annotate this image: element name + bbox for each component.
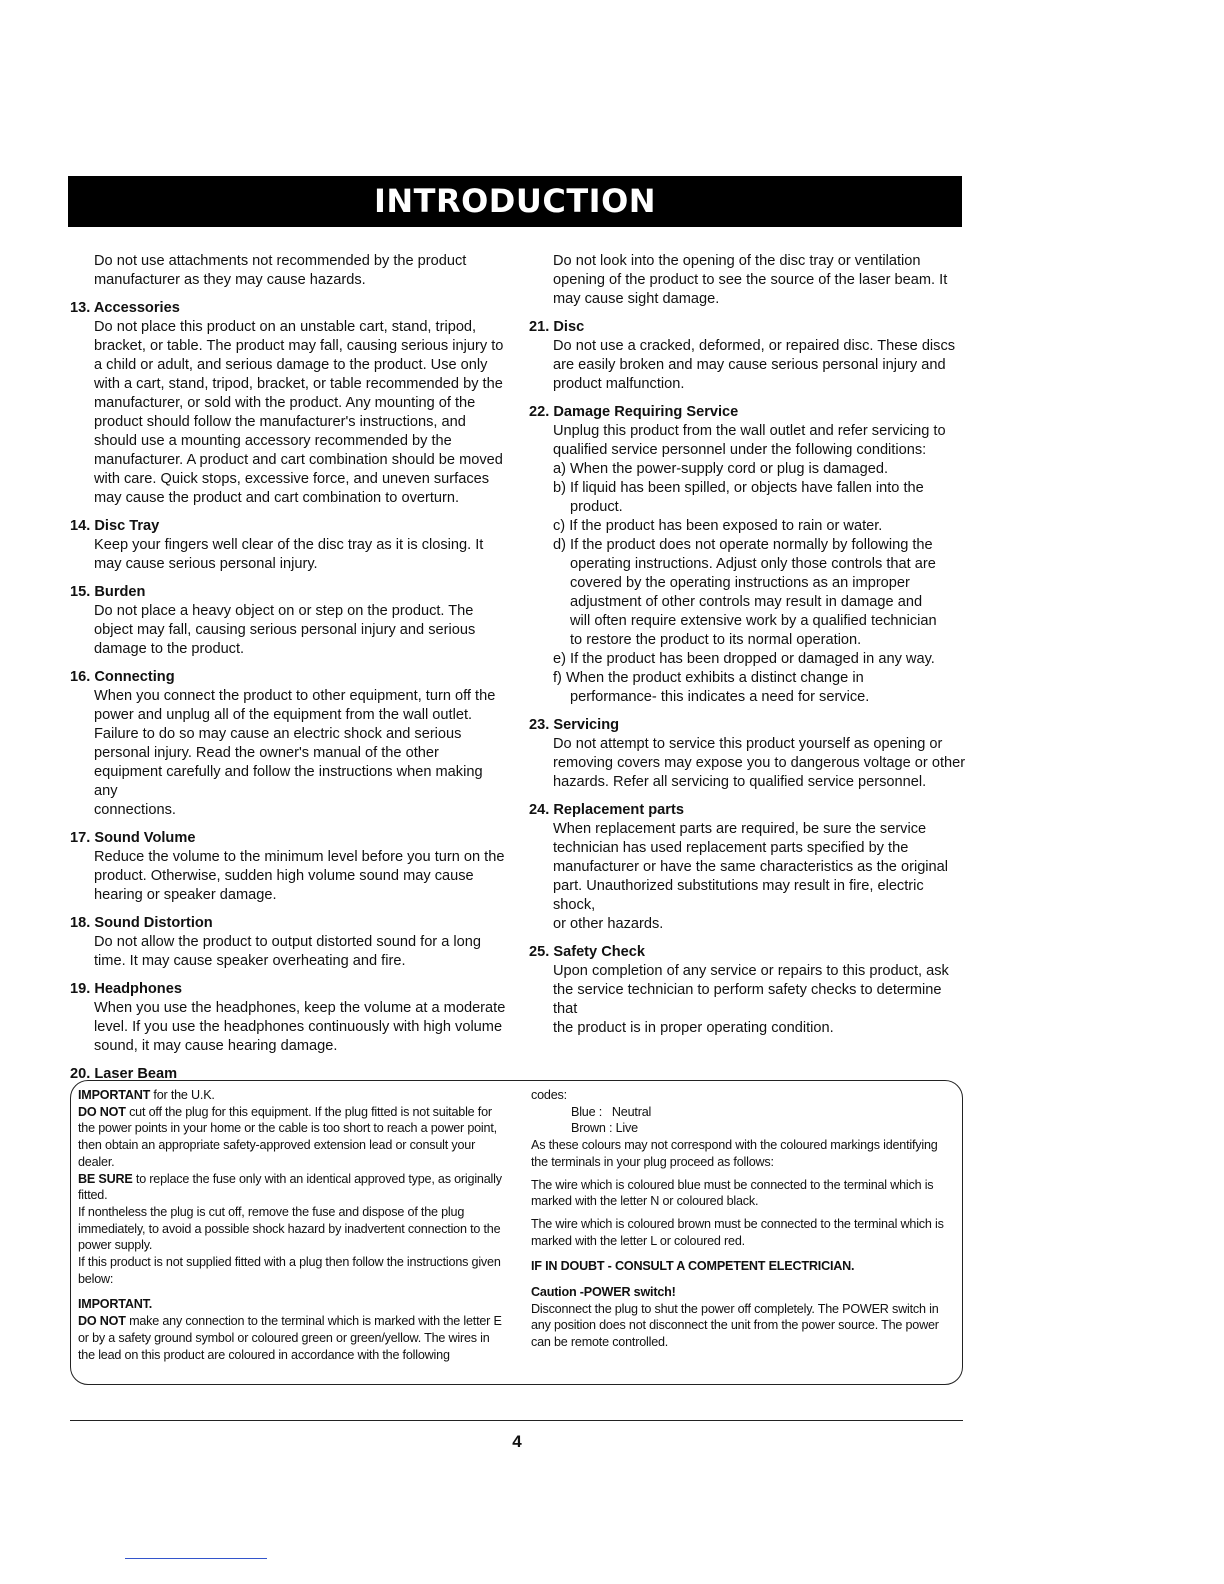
important-uk-line: IMPORTANT for the U.K. — [78, 1088, 215, 1102]
blue-code: Blue : Neutral — [571, 1104, 652, 1119]
do-not-cut-plug: DO NOT cut off the plug for this equipment. If the plug fitted is not suitable for the power points in your home or the cable is too short to reach a power point, then obtain an appropriate safety-approved extension lead or consult your dealer. — [78, 1104, 497, 1169]
section-body: When replacement parts are required, be sure the service technician has used replacement parts specified by the manufacturer or have the same characteristics as the original part. Unauthorized substitutions may result in fire, electric shock, or other hazards. — [553, 821, 949, 932]
section-heading: 13. Accessories — [70, 300, 180, 316]
important-heading: IMPORTANT. — [78, 1297, 153, 1312]
section-13 — [70, 299, 510, 508]
section-heading: 18. Sound Distortion — [70, 915, 213, 931]
section-16 — [70, 668, 510, 820]
section-24 — [529, 801, 969, 934]
caution-text: Disconnect the plug to shut the power off completely. The POWER switch in any position does not disconnect the unit from the power source. The power can be remote controlled. — [531, 1301, 939, 1350]
section-heading: 22. Damage Requiring Service — [529, 404, 739, 420]
colours-text: As these colours may not correspond with the coloured markings identifying the terminals in your plug proceed as follows: — [531, 1138, 938, 1169]
bottom-rule — [125, 1558, 267, 1559]
section-heading: 24. Replacement parts — [529, 802, 684, 818]
section-14 — [70, 517, 510, 574]
codes-label: codes: — [531, 1088, 567, 1102]
footer-rule — [70, 1420, 963, 1421]
list-item: b) If liquid has been spilled, or objects have fallen into the product. — [553, 480, 924, 515]
section-15 — [70, 583, 510, 659]
not-supplied-text: If this product is not supplied fitted with a plug then follow the instructions given below: — [78, 1255, 501, 1286]
left-column — [70, 252, 510, 1093]
section-body: Do not place a heavy object on or step on the product. The object may fall, causing serious personal injury and serious damage to the product. — [94, 603, 476, 657]
right-intro-text: Do not look into the opening of the disc tray or ventilation opening of the product to see the source of the laser beam. It may cause sight damage. — [553, 253, 948, 307]
list-item: e) If the product has been dropped or damaged in any way. — [553, 651, 935, 667]
section-body: Do not use a cracked, deformed, or repaired disc. These discs are easily broken and may cause serious personal injury and product malfunction. — [553, 338, 956, 392]
be-sure-fuse: BE SURE to replace the fuse only with an identical approved type, as originally fitted. — [78, 1171, 502, 1203]
section-body: When you use the headphones, keep the volume at a moderate level. If you use the headphones continuously with high volume sound, it may cause hearing damage. — [94, 1000, 506, 1054]
consult-electrician: IF IN DOUBT - CONSULT A COMPETENT ELECTRICIAN. — [531, 1259, 855, 1274]
page-title-banner — [68, 176, 962, 227]
ground-terminal-warning: DO NOT make any connection to the terminal which is marked with the letter E or by a safety ground symbol or coloured green or green/yellow. The wires in the lead on this product are coloured in accordance with the following — [78, 1314, 502, 1362]
list-item: c) If the product has been exposed to rain or water. — [553, 518, 883, 534]
blue-wire-text: The wire which is coloured blue must be connected to the terminal which is marked with the letter N or coloured black. — [531, 1177, 934, 1209]
section-body: Do not allow the product to output distorted sound for a long time. It may cause speaker overheating and fire. — [94, 934, 481, 969]
brown-code: Brown : Live — [571, 1121, 638, 1136]
section-25 — [529, 943, 969, 1038]
left-intro-text: Do not use attachments not recommended by the product manufacturer as they may cause hazards. — [94, 253, 467, 288]
uk-notice-left — [78, 1087, 508, 1363]
section-19 — [70, 980, 510, 1056]
section-heading: 20. Laser Beam — [70, 1066, 178, 1082]
section-22 — [529, 403, 969, 707]
section-heading: 17. Sound Volume — [70, 830, 196, 846]
section-heading: 15. Burden — [70, 584, 146, 600]
section-body: Upon completion of any service or repairs to this product, ask the service technician to perform safety checks to determine that the product is in proper operating condition. — [553, 963, 949, 1036]
section-17 — [70, 829, 510, 905]
section-body: Do not place this product on an unstable cart, stand, tripod, bracket, or table. The product may fall, causing serious injury to a child or adult, and serious damage to the product. Use only with a cart, stand, tripod, bracket, or table recommended by the manufacturer, or sold with the product. Any mounting of the product should follow the manufacturer's instructions, and should use a mounting accessory recommended by the manufacturer. A product and cart combination should be moved with care. Quick stops, excessive force, and uneven surfaces may cause the product and cart combination to overturn. — [94, 319, 504, 506]
section-heading: 19. Headphones — [70, 981, 182, 997]
caution-heading: Caution -POWER switch! — [531, 1285, 676, 1300]
plug-cut-off-text: If nontheless the plug is cut off, remove the fuse and dispose of the plug immediately, to avoid a possible shock hazard by inadvertent connection to the power supply. — [78, 1204, 501, 1253]
list-item: f) When the product exhibits a distinct change in performance- this indicates a need for service. — [553, 670, 870, 705]
section-heading: 16. Connecting — [70, 669, 175, 685]
right-column — [529, 252, 969, 1047]
section-18 — [70, 914, 510, 971]
section-heading: 14. Disc Tray — [70, 518, 160, 534]
list-item: a) When the power-supply cord or plug is damaged. — [553, 461, 889, 477]
section-body: When you connect the product to other equipment, turn off the power and unplug all of the equipment from the wall outlet. Failure to do so may cause an electric shock and serious personal injury. Read the owner's manual of the other equipment carefully and follow the instructions when making any connections. — [94, 688, 496, 818]
list-item: d) If the product does not operate normally by following the operating instructions. Adjust only those controls that are covered by the operating instructions as an improper adjustment of other controls may result in damage and will often require extensive work by a qualified technician to restore the product to its normal operation. — [553, 537, 937, 648]
brown-wire-text: The wire which is coloured brown must be connected to the terminal which is marked with the letter L or coloured red. — [531, 1216, 944, 1248]
section-body: Keep your fingers well clear of the disc tray as it is closing. It may cause serious personal injury. — [94, 537, 484, 572]
uk-notice-right — [531, 1087, 956, 1351]
page-number: 4 — [512, 1432, 522, 1451]
section-heading: 23. Servicing — [529, 717, 620, 733]
section-23 — [529, 716, 969, 792]
section-body: Unplug this product from the wall outlet and refer servicing to qualified service personnel under the following conditions: — [553, 423, 946, 458]
page-title: INTRODUCTION — [373, 182, 657, 220]
section-heading: 25. Safety Check — [529, 944, 646, 960]
section-21 — [529, 318, 969, 394]
section-body: Do not attempt to service this product yourself as opening or removing covers may expose you to dangerous voltage or other hazards. Refer all servicing to qualified service personnel. — [553, 736, 966, 790]
section-heading: 21. Disc — [529, 319, 585, 335]
section-body: Reduce the volume to the minimum level before you turn on the product. Otherwise, sudden high volume sound may cause hearing or speaker damage. — [94, 849, 505, 903]
